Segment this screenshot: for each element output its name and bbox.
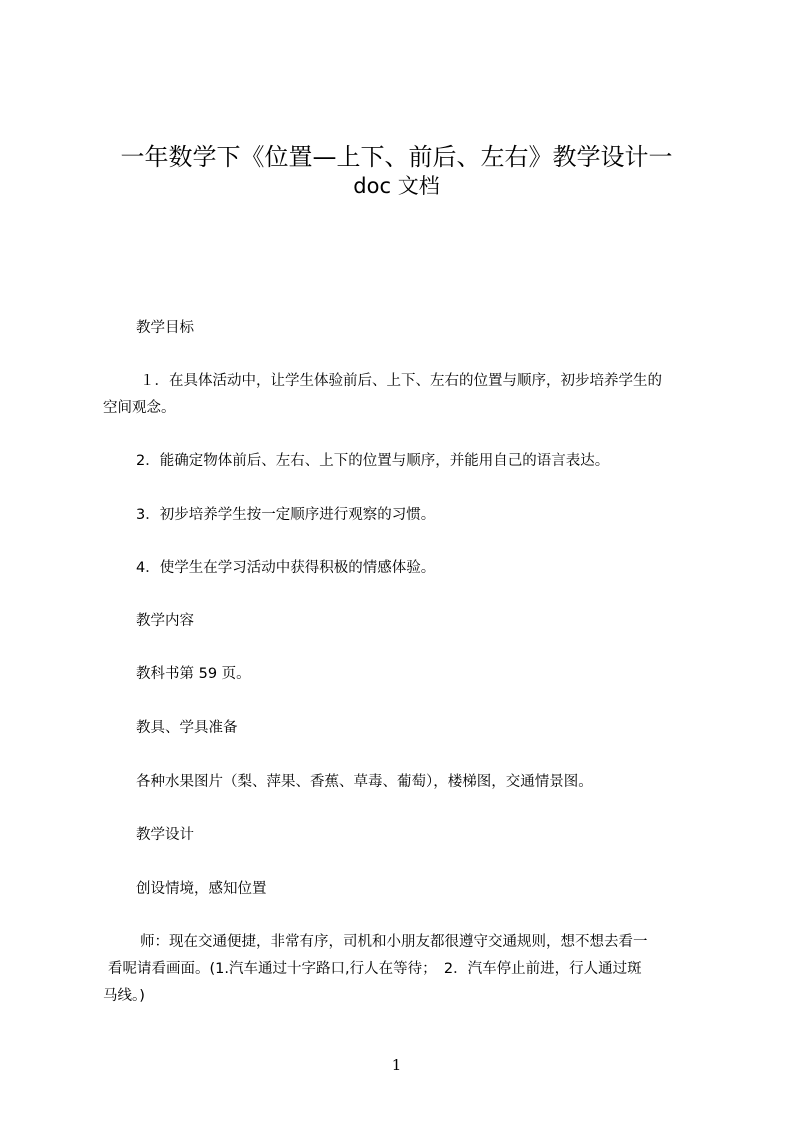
- heading-materials: 教具、学具准备: [136, 720, 238, 736]
- teacher-dialogue-line-2: 看呢请看画面。(1.汽车通过十字路口,行人在等待； 2．汽车停止前进，行人通过斑: [108, 961, 642, 977]
- teacher-dialogue-line-1: 师：现在交通便捷，非常有序，司机和小朋友都很遵守交通规则，想不想去看一: [140, 934, 648, 950]
- goal-2: 2．能确定物体前后、左右、上下的位置与顺序，并能用自己的语言表达。: [136, 453, 610, 469]
- heading-teaching-design: 教学设计: [136, 827, 194, 843]
- goal-1-line-1: １．在具体活动中，让学生体验前后、上下、左右的位置与顺序，初步培养学生的: [140, 373, 662, 389]
- heading-teaching-content: 教学内容: [136, 613, 194, 629]
- design-section-title: 创设情境，感知位置: [136, 881, 267, 897]
- goal-3: 3．初步培养学生按一定顺序进行观察的习惯。: [136, 507, 436, 523]
- document-title-line-2: doc 文档: [353, 174, 440, 198]
- materials-list: 各种水果图片（梨、萍果、香蕉、草毒、葡萄），楼梯图，交通情景图。: [136, 774, 593, 790]
- teacher-dialogue-line-3: 马线。): [103, 988, 145, 1004]
- document-title-line-1: 一年数学下《位置—上下、前后、左右》教学设计一: [120, 143, 673, 171]
- textbook-page: 教科书第 59 页。: [136, 666, 251, 682]
- goal-1-line-2: 空间观念。: [103, 400, 176, 416]
- heading-teaching-goals: 教学目标: [136, 320, 194, 336]
- page-number: 1: [391, 1056, 402, 1074]
- goal-4: 4．使学生在学习活动中获得积极的情感体验。: [136, 560, 436, 576]
